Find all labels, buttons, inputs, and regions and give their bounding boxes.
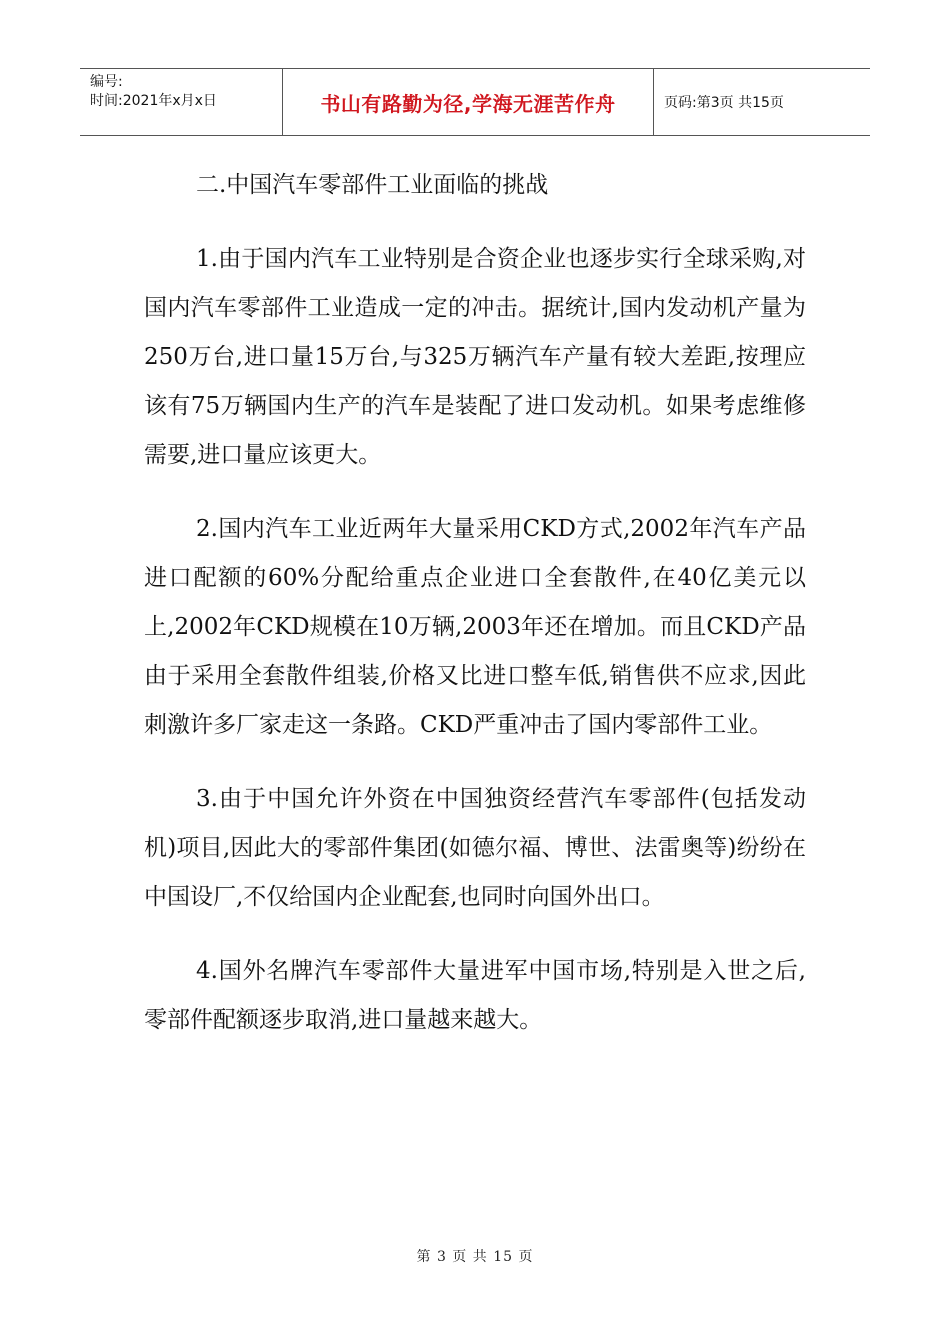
- section-title: 二.中国汽车零部件工业面临的挑战: [196, 172, 549, 198]
- page-footer: 第 3 页 共 15 页: [416, 1249, 534, 1265]
- paragraph-2: 2.国内汽车工业近两年大量采用CKD方式,2002年汽车产品进口配额的60%分配给重点企业进口全套散件,在40亿美元以上,2002年CKD规模在10万辆,2003年还在增加。而且CKD产品由于采用全套散件组装,价格又比进口整车低,销售供不应求,因此刺激许多厂家走这一条路。CKD严重冲击了国内零部件工业。: [144, 516, 806, 738]
- header-page-info: 页码:第3页 共15页: [664, 95, 784, 111]
- number-label: 编号:: [90, 74, 123, 90]
- document-body: [144, 160, 806, 1070]
- paragraph-3: 3.由于中国允许外资在中国独资经营汽车零部件(包括发动机)项目,因此大的零部件集团(如德尔福、博世、法雷奥等)纷纷在中国设厂,不仅给国内企业配套,也同时向国外出口。: [144, 786, 806, 910]
- date-label: 时间:2021年x月x日: [90, 93, 217, 109]
- header-meta: [80, 69, 282, 135]
- paragraph-1: 1.由于国内汽车工业特别是合资企业也逐步实行全球采购,对国内汽车零部件工业造成一定的冲击。据统计,国内发动机产量为250万台,进口量15万台,与325万辆汽车产量有较大差距,按理应该有75万辆国内生产的汽车是装配了进口发动机。如果考虑维修需要,进口量应该更大。: [144, 246, 806, 468]
- page-header: [80, 68, 870, 136]
- header-motto: 书山有路勤为径,学海无涯苦作舟: [282, 69, 654, 135]
- paragraph-4: 4.国外名牌汽车零部件大量进军中国市场,特别是入世之后,零部件配额逐步取消,进口量越来越大。: [144, 958, 806, 1033]
